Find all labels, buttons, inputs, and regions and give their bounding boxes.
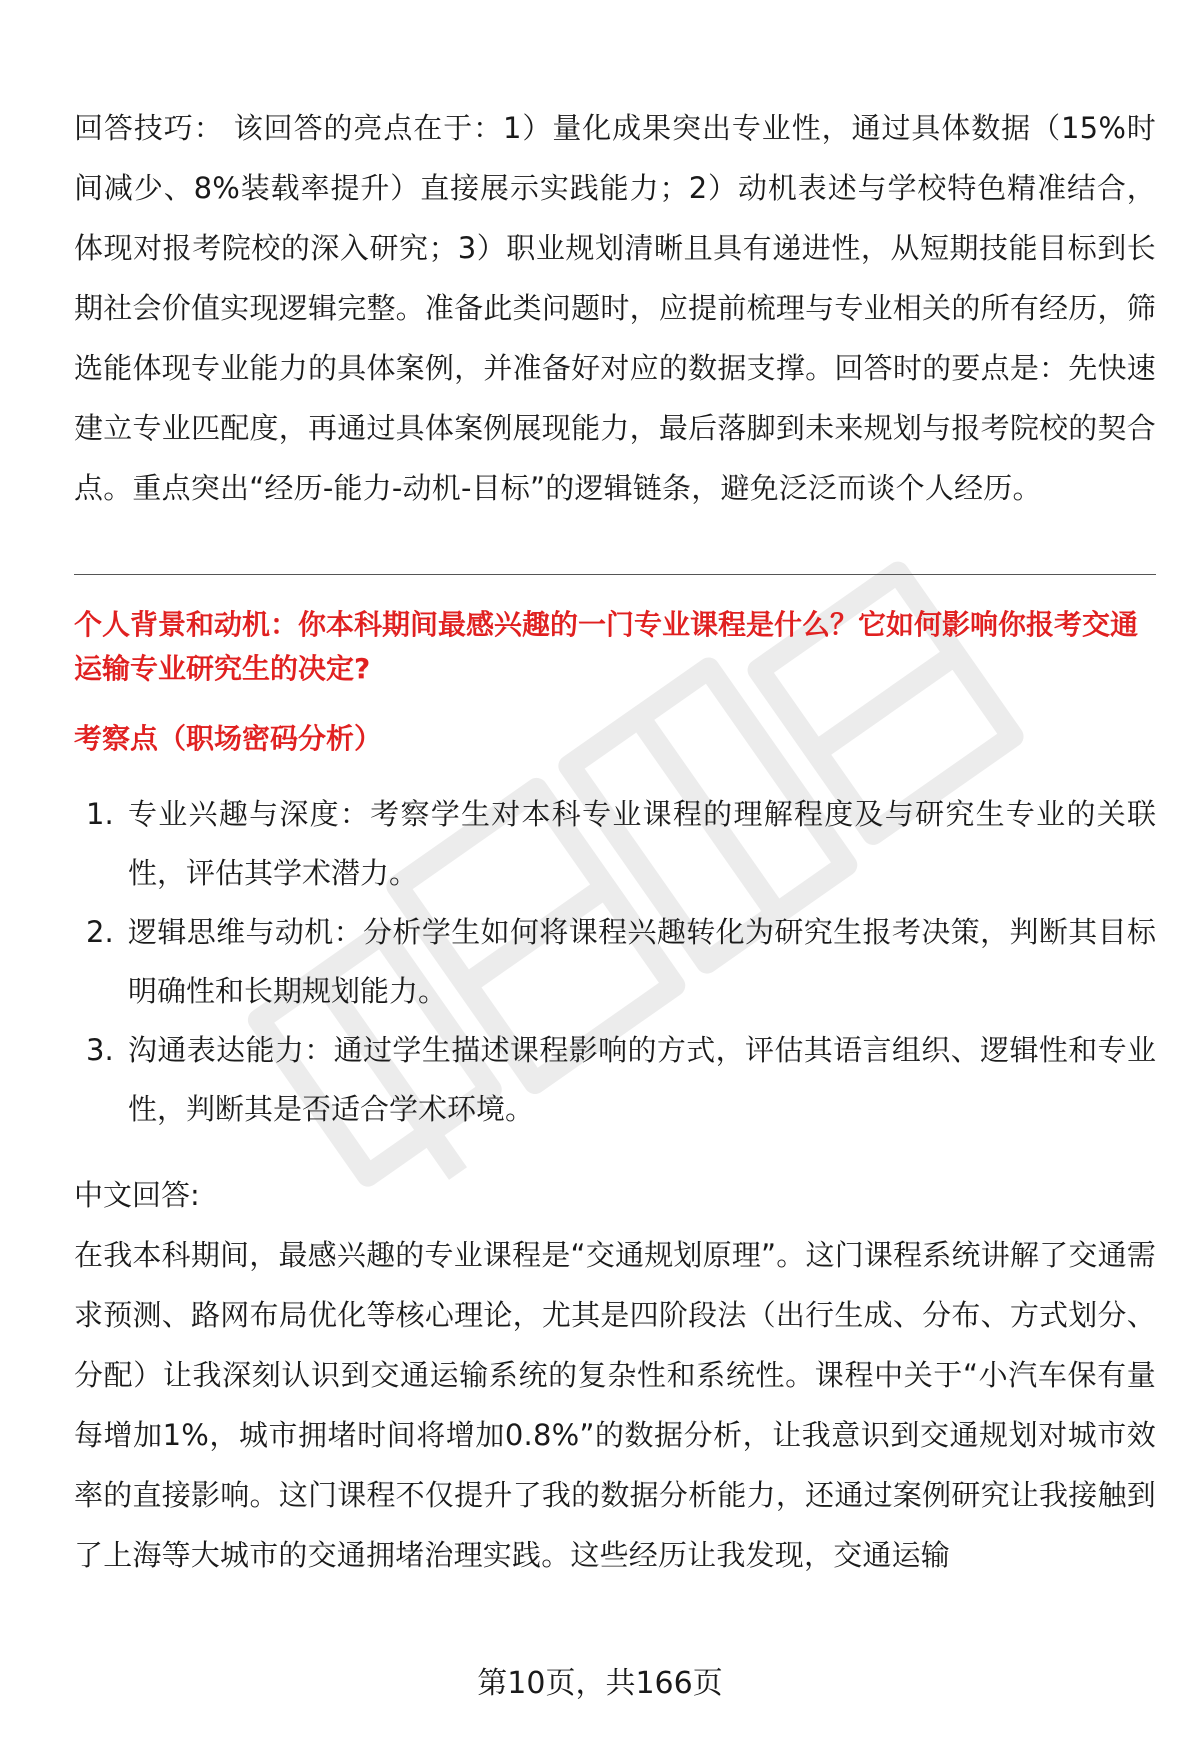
page-number-footer: 第10页，共166页 [477,1666,723,1701]
list-number: 2. [86,915,114,949]
list-item-text: 逻辑思维与动机：分析学生如何将课程兴趣转化为研究生报考决策，判断其目标明确性和长期规划能力。 [128,915,1156,1008]
analysis-list [74,785,1156,1139]
list-number: 1. [86,797,114,831]
list-number: 3. [86,1033,114,1067]
question-heading: 个人背景和动机：你本科期间最感兴趣的一门专业课程是什么？它如何影响你报考交通运输专业研究生的决定? [74,608,1139,685]
answer-paragraph: 在我本科期间，最感兴趣的专业课程是“交通规划原理”。这门课程系统讲解了交通需求预测、路网布局优化等核心理论，尤其是四阶段法（出行生成、分布、方式划分、分配）让我深刻认识到交通运输系统的复杂性和系统性。课程中关于“小汽车保有量每增加1%，城市拥堵时间将增加0.8%”的数据分析，让我意识到交通规划对城市效率的直接影响。这门课程不仅提升了我的数据分析能力，还通过案例研究让我接触到了上海等大城市的交通拥堵治理实践。这些经历让我发现，交通运输 [74,1238,1156,1572]
section-divider [74,574,1156,575]
content-area [74,98,1156,1585]
analysis-item-2 [74,903,1156,1021]
analysis-item-3 [74,1021,1156,1139]
analysis-item-1 [74,785,1156,903]
answer-tips-paragraph: 回答技巧： 该回答的亮点在于：1）量化成果突出专业性，通过具体数据（15%时间减少、8%装载率提升）直接展示实践能力；2）动机表述与学校特色精准结合，体现对报考院校的深入研究；3）职业规划清晰且具有递进性，从短期技能目标到长期社会价值实现逻辑完整。准备此类问题时，应提前梳理与专业相关的所有经历，筛选能体现专业能力的具体案例，并准备好对应的数据支撑。回答时的要点是：先快速建立专业匹配度，再通过具体案例展现能力，最后落脚到未来规划与报考院校的契合点。重点突出“经历-能力-动机-目标”的逻辑链条，避免泛泛而谈个人经历。 [74,111,1156,505]
answer-label: 中文回答: [74,1178,200,1212]
list-item-text: 沟通表达能力：通过学生描述课程影响的方式，评估其语言组织、逻辑性和专业性，判断其是否适合学术环境。 [128,1033,1156,1126]
list-item-text: 专业兴趣与深度：考察学生对本科专业课程的理解程度及与研究生专业的关联性，评估其学术潜力。 [128,797,1156,890]
analysis-title: 考察点（职场密码分析） [74,722,383,755]
